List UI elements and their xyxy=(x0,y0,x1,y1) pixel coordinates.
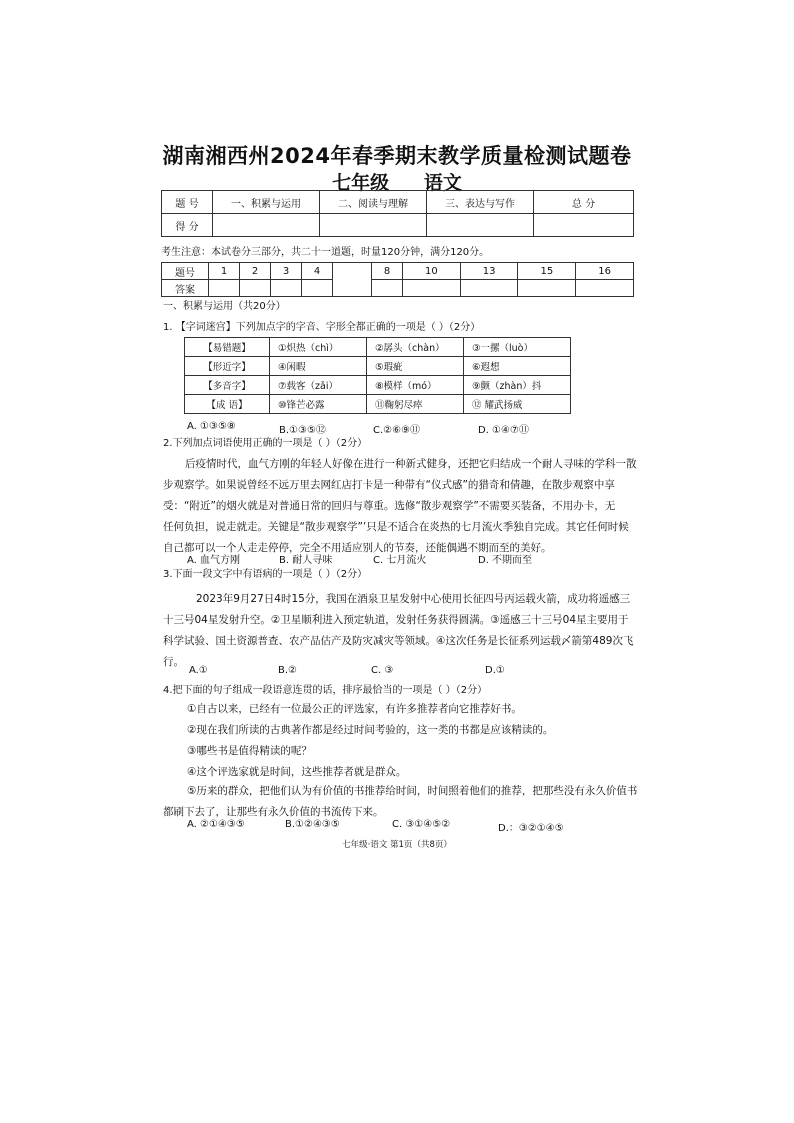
q3-option-d[interactable]: D.① xyxy=(485,665,505,676)
q1-cell: ⑩锋芒必露 xyxy=(270,395,367,414)
q3-option-a[interactable]: A.① xyxy=(189,665,208,676)
question-number: 8 xyxy=(372,263,403,280)
passage-line: 科学试验、国土资源普查、农产品估产及防灾减灾等领域。④这次任务是长征系列运载〆箭第489次飞 xyxy=(163,635,634,647)
passage-line: 步观察学。如果说曾经不远万里去网红店打卡是一种带有“仪式感”的猎奇和倩趣，在散步观察中享 xyxy=(163,479,615,491)
passage-line: 后疫情时代，血气方刚的年轻人好像在进行一种新式健身，还把它归结成一个耐人寻味的学科一散 xyxy=(185,458,637,470)
q1-cell: ⑤瑕疵 xyxy=(367,357,464,376)
q3-option-c[interactable]: C. ③ xyxy=(371,665,394,676)
answer-cell[interactable] xyxy=(372,280,403,297)
question-4-sentence-5 xyxy=(163,781,643,823)
passage-line: 自己都可以一个人走走停停，完全不用适应别人的节奏，还能偶遇不期而至的美好。 xyxy=(163,542,552,554)
q2-option-c[interactable]: C. 七月流火 xyxy=(373,555,427,566)
sentence-line: ③哪些书是值得精读的呢？ xyxy=(187,745,312,757)
page-footer: 七年级·语文 第1页（共8页） xyxy=(342,840,452,850)
score-input-cell[interactable] xyxy=(534,214,634,237)
question-2-stem: 2.下列加点词语使用正确的一项是（ ）（2分） xyxy=(163,438,368,449)
question-4-stem: 4.把下面的句子组成一段语意连贯的话，排序最恰当的一项是（ ）（2分） xyxy=(163,685,488,696)
q1-cell: ⑫ 耀武扬威 xyxy=(464,395,571,414)
q4-option-c[interactable]: C. ③①④⑤② xyxy=(392,819,451,830)
answer-row-label: 答案 xyxy=(162,280,209,297)
grade-label: 七年级 xyxy=(332,172,390,194)
question-number: 2 xyxy=(240,263,271,280)
q1-cell: ⑨颤（zhàn）抖 xyxy=(464,376,571,395)
answer-cell[interactable] xyxy=(302,280,333,297)
answer-cell[interactable] xyxy=(403,280,461,297)
q1-option-c[interactable]: C.②⑥⑨⑪ xyxy=(373,425,421,436)
q2-option-d[interactable]: D. 不期而至 xyxy=(478,555,533,566)
answer-cell[interactable] xyxy=(518,280,576,297)
q1-cell: ③一摞（luò） xyxy=(464,338,571,357)
q1-row-label: 【易错题】 xyxy=(185,338,270,357)
passage-line: 任何负担，说走就走。关键是“散步观察学”’只是不适合在炎热的七月流火季独自完成。其它任何时候 xyxy=(163,521,629,533)
passage-line: 行。 xyxy=(163,656,184,668)
subject-label: 语文 xyxy=(423,172,462,194)
q1-cell: ②孱头（chàn） xyxy=(367,338,464,357)
answer-row-label: 题号 xyxy=(162,263,209,280)
question-2-passage xyxy=(163,454,643,559)
q2-option-b[interactable]: B. 耐人寻味 xyxy=(279,555,333,566)
answer-cell[interactable] xyxy=(240,280,271,297)
q4-option-d[interactable]: D.：③②①④⑤ xyxy=(498,823,564,834)
sentence-line: ④这个评选家就是时间，这些推荐者就是群众。 xyxy=(187,766,407,778)
sentence-line: ②现在我们所读的古典著作都是经过时间考验的，这一类的书都是应该精读的。 xyxy=(187,724,554,736)
q3-option-b[interactable]: B.② xyxy=(278,665,298,676)
score-input-cell[interactable] xyxy=(213,214,320,237)
score-header-cell: 总 分 xyxy=(534,191,634,214)
q1-option-d[interactable]: D. ①④⑦⑪ xyxy=(478,425,529,436)
question-number: 1 xyxy=(209,263,240,280)
q1-cell: ④闲暇 xyxy=(270,357,367,376)
sentence-line: 都刷下去了，让那些有永久价值的书流传下来。 xyxy=(163,806,384,818)
q1-cell: ⑪鞠躬尽瘁 xyxy=(367,395,464,414)
q4-option-a[interactable]: A. ②①④③⑤ xyxy=(187,819,245,830)
page-title: 湖南湘西州2024年春季期末教学质量检测试题卷 xyxy=(162,144,632,168)
question-number xyxy=(333,263,372,297)
score-row-label: 得 分 xyxy=(162,214,213,237)
score-header-cell: 二、阅读与理解 xyxy=(320,191,427,214)
passage-line: 受：“附近”的烟火就是对普通日常的回归与尊重。选修“散步观察学”不需要买装备，不用办卡，无 xyxy=(163,500,616,512)
question-3-stem: 3.下面一段文字中有语病的一项是（ ）（2分） xyxy=(163,569,368,580)
passage-line: 十三号04星发射升空。②卫星顺利进入预定轨道，发射任务获得圆满。③遥感三十三号04星主要用于 xyxy=(163,614,629,626)
question-4-sentences xyxy=(187,699,647,783)
answer-table xyxy=(161,262,634,297)
score-header-cell: 题 号 xyxy=(162,191,213,214)
score-table xyxy=(161,190,634,237)
question-3-passage xyxy=(163,589,643,673)
question-1-stem: 1. 【字词迷宫】下列加点字的字音、字形全都正确的一项是（ ）（2分） xyxy=(163,322,481,333)
q1-cell: ⑧模样（mó） xyxy=(367,376,464,395)
q1-cell: ⑦载客（zǎi） xyxy=(270,376,367,395)
q1-cell: ①炽热（chì） xyxy=(270,338,367,357)
sentence-line: ⑤历来的群众，把他们认为有价值的书推荐给时间，时间照着他们的推荐，把那些没有永久价值书 xyxy=(187,785,638,797)
answer-cell[interactable] xyxy=(460,280,518,297)
score-input-cell[interactable] xyxy=(320,214,427,237)
score-header-cell: 一、积累与运用 xyxy=(213,191,320,214)
sentence-line: ①自古以来，已经有一位最公正的评选家，有许多推荐者向它推荐好书。 xyxy=(187,703,522,715)
exam-notice: 考生注意：本试卷分三部分，共二十一道题，时量120分钟，满分120分。 xyxy=(161,247,490,258)
q1-option-a[interactable]: A. ①③⑤⑧ xyxy=(187,421,236,432)
passage-line: 2023年9月27日4时15分，我国在酒泉卫星发射中心使用长征四号丙运载火箭，成功将遥感三 xyxy=(196,593,631,605)
section-heading: 一、积累与运用（共20分） xyxy=(163,301,286,312)
question-number: 10 xyxy=(403,263,461,280)
q2-option-a[interactable]: A. 血气方刚 xyxy=(187,555,241,566)
q1-row-label: 【成 语】 xyxy=(185,395,270,414)
answer-cell[interactable] xyxy=(209,280,240,297)
q1-row-label: 【多音字】 xyxy=(185,376,270,395)
answer-cell[interactable] xyxy=(576,280,634,297)
score-header-cell: 三、表达与写作 xyxy=(427,191,534,214)
score-input-cell[interactable] xyxy=(427,214,534,237)
q1-cell: ⑥遐想 xyxy=(464,357,571,376)
question-number: 16 xyxy=(576,263,634,280)
question-number: 13 xyxy=(460,263,518,280)
q1-option-b[interactable]: B.①③⑤⑫ xyxy=(279,425,326,436)
question-number: 15 xyxy=(518,263,576,280)
q1-row-label: 【形近字】 xyxy=(185,357,270,376)
q4-option-b[interactable]: B.①②④③⑤ xyxy=(285,819,340,830)
question-number: 4 xyxy=(302,263,333,280)
question-number: 3 xyxy=(271,263,302,280)
question-1-table xyxy=(184,337,571,414)
answer-cell[interactable] xyxy=(271,280,302,297)
